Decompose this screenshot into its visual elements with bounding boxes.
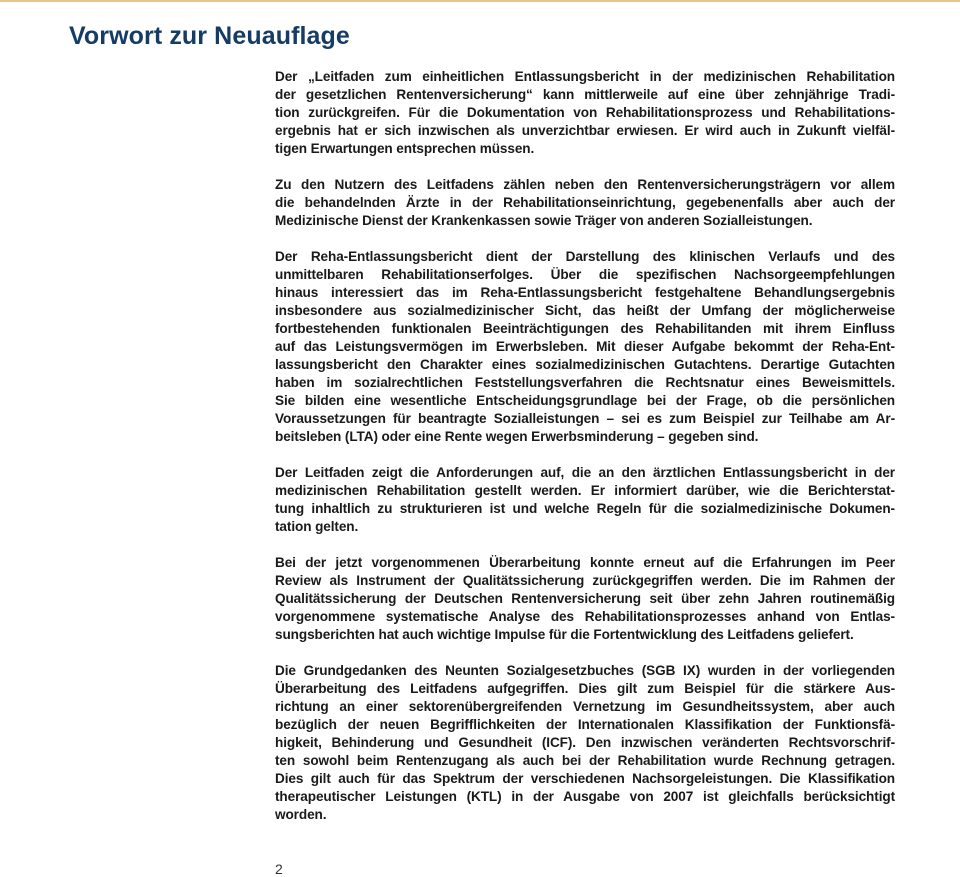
text-line: Die Grundgedanken des Neunten Sozialgesetzbuches (SGB IX) wurden in der vorliegenden [275,663,895,678]
top-rule [0,0,960,2]
text-line: Dies gilt auch für das Spektrum der verschiedenen Nachsorgeleistungen. Die Klassifikation [275,771,895,786]
text-line: Medizinische Dienst der Krankenkassen sowie Träger von anderen Sozialleistungen. [275,213,813,228]
body-text [275,68,895,842]
text-line: Bei der jetzt vorgenommenen Überarbeitung konnte erneut auf die Erfahrungen im Peer [275,555,895,570]
paragraph [275,662,895,824]
text-line: die behandelnden Ärzte in der Rehabilitationseinrichtung, gegebenenfalls aber auch der [275,195,895,210]
text-line: Review als Instrument der Qualitätssicherung zurückgegriffen werden. Die im Rahmen der [275,573,895,588]
page-number: 2 [275,861,283,877]
text-line: tigen Erwartungen entsprechen müssen. [275,141,535,156]
text-line: therapeutischer Leistungen (KTL) in der Ausgabe von 2007 ist gleichfalls berücksichtigt [275,789,895,804]
paragraph [275,176,895,230]
text-line: worden. [275,807,327,822]
text-line: Der Leitfaden zeigt die Anforderungen auf, die an den ärztlichen Entlassungsbericht in der [275,465,895,480]
text-line: hinaus interessiert das im Reha-Entlassungsbericht festgehaltene Behandlungsergebnis [275,285,895,300]
text-line: bezüglich der neuen Begrifflichkeiten der Internationalen Klassifikation der Funktionsfä- [275,717,895,732]
text-line: der gesetzlichen Rentenversicherung“ kann mittlerweile auf eine über zehnjährige Tradi- [275,87,895,102]
text-line: tion zurückgreifen. Für die Dokumentation von Rehabilitationsprozess und Rehabilitations- [275,105,895,120]
text-line: Überarbeitung des Leitfadens aufgegriffen. Dies gilt zum Beispiel für die stärkere Aus- [275,681,895,696]
text-line: richtung an einer sektorenübergreifenden Vernetzung im Gesundheitssystem, aber auch [275,699,895,714]
page-title: Vorwort zur Neuauflage [69,22,350,50]
text-line: Der Reha-Entlassungsbericht dient der Darstellung des klinischen Verlaufs und des [275,249,895,264]
text-line: fortbestehenden funktionalen Beeinträchtigungen des Rehabilitanden mit ihrem Einfluss [275,321,895,336]
paragraph [275,554,895,644]
text-line: medizinischen Rehabilitation gestellt werden. Er informiert darüber, wie die Berichterstat- [275,483,895,498]
text-line: Qualitätssicherung der Deutschen Rentenversicherung seit über zehn Jahren routinemäßig [275,591,895,606]
paragraph [275,68,895,158]
text-line: tung inhaltlich zu strukturieren ist und welche Regeln für die sozialmedizinische Dokumen- [275,501,895,516]
text-line: Der „Leitfaden zum einheitlichen Entlassungsbericht in der medizinischen Rehabilitation [275,69,895,84]
text-line: vorgenommene systematische Analyse des Rehabilitationsprozesses anhand von Entlas- [275,609,895,624]
text-line: lassungsbericht den Charakter eines sozialmedizinischen Gutachtens. Derartige Gutachten [275,357,895,372]
paragraph [275,248,895,446]
text-line: Voraussetzungen für beantragte Sozialleistungen – sei es zum Beispiel zur Teilhabe am Ar- [275,411,895,426]
text-line: ten sowohl beim Rentenzugang als auch bei der Rehabilitation wurde Rechnung getragen. [275,753,895,768]
text-line: unmittelbaren Rehabilitationserfolges. Über die spezifischen Nachsorgeempfehlungen [275,267,895,282]
text-line: insbesondere aus sozialmedizinischer Sicht, das heißt der Umfang der möglicherweise [275,303,895,318]
text-line: auf das Leistungsvermögen im Erwerbsleben. Mit dieser Aufgabe bekommt der Reha-Ent- [275,339,895,354]
text-line: Sie bilden eine wesentliche Entscheidungsgrundlage bei der Frage, ob die persönlichen [275,393,895,408]
text-line: sungsberichten hat auch wichtige Impulse für die Fortentwicklung des Leitfadens geliefert. [275,627,854,642]
text-line: beitsleben (LTA) oder eine Rente wegen Erwerbsminderung – gegeben sind. [275,429,759,444]
text-line: higkeit, Behinderung und Gesundheit (ICF). Den inzwischen veränderten Rechtsvorschrif- [275,735,895,750]
text-line: Zu den Nutzern des Leitfadens zählen neben den Rentenversicherungsträgern vor allem [275,177,895,192]
text-line: tation gelten. [275,519,359,534]
text-line: haben im sozialrechtlichen Feststellungsverfahren die Rechtsnatur eines Beweismittels. [275,375,895,390]
text-line: ergebnis hat er sich inzwischen als unverzichtbar erwiesen. Er wird auch in Zukunft vielfäl- [275,123,895,138]
paragraph [275,464,895,536]
